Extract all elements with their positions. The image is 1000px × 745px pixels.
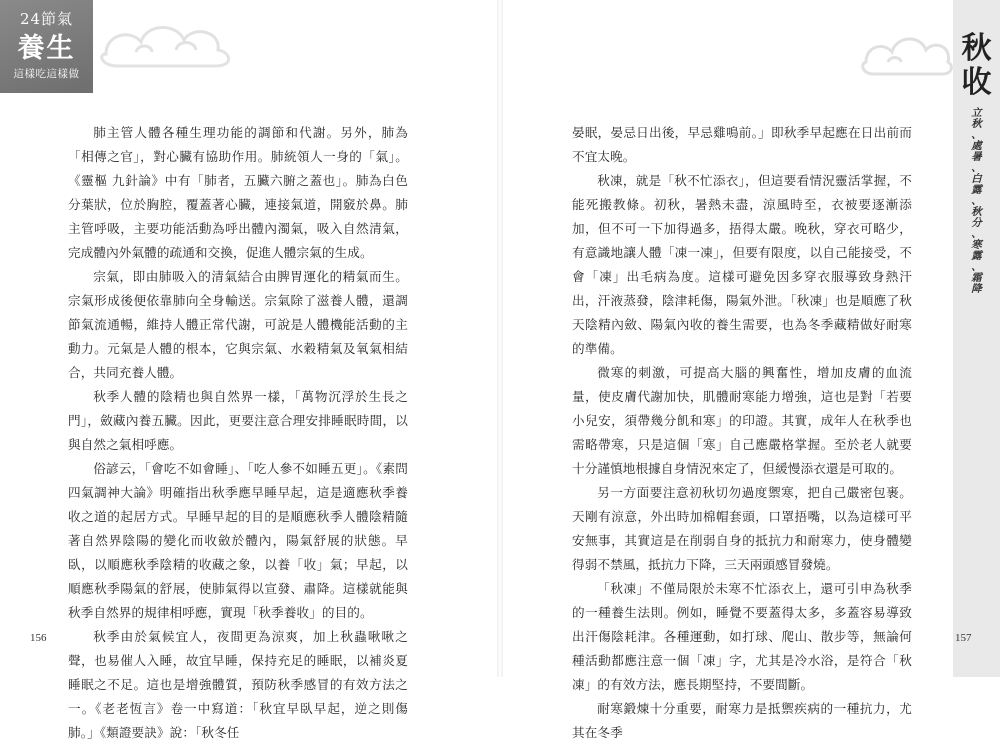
badge-line-2: 養生	[17, 33, 76, 64]
paragraph: 宗氣，即由肺吸入的清氣結合由脾胃運化的精氣而生。宗氣形成後便依靠肺向全身輸送。宗氣除了滋養人體，還調節氣流通暢，維持人體正常代謝，可說是人體機能活動的主動力。元氣是人體的根本，它與宗氣、水穀精氣及氧氣相結合，共同充養人體。	[68, 269, 408, 380]
book-series-badge	[0, 0, 93, 93]
subtitle-char: 寒	[971, 239, 982, 251]
right-page-text	[572, 121, 912, 745]
paragraph: 秋季人體的陰精也與自然界一樣，「萬物沉浮於生長之門」，斂藏內養五臟。因此，更要注意合理安排睡眠時間，以與自然之氣相呼應。	[68, 389, 408, 452]
subtitle-char: 處	[971, 140, 982, 152]
badge-line-3: 這樣吃這樣做	[13, 68, 80, 80]
subtitle-char: 露	[971, 184, 982, 196]
subtitle-char: 露	[971, 250, 982, 262]
paragraph: 晏眠，晏忌日出後，早忌雞鳴前。」即秋季早起應在日出前而不宜太晚。	[572, 125, 912, 164]
chapter-title-char: 秋	[961, 31, 992, 66]
subtitle-char: 、	[971, 162, 982, 174]
subtitle-char: 、	[971, 129, 982, 141]
paragraph: 秋季由於氣候宜人，夜間更為涼爽，加上秋蟲啾啾之聲，也易催人入睡，故宜早睡，保持充足的睡眠，以補炎夏睡眠之不足。這也是增強體質，預防秋季感冒的有效方法之一。《老老恆言》卷一中寫道：「秋宜早臥早起，逆之則傷肺。」《類證要訣》說：「秋冬任	[68, 629, 408, 740]
subtitle-char: 霜	[971, 272, 982, 284]
subtitle-char: 立	[971, 107, 982, 119]
paragraph: 微寒的刺激，可提高大腦的興奮性，增加皮膚的血流量，使皮膚代謝加快，肌體耐寒能力增強，這也是對「若要小兒安，須帶幾分飢和寒」的印證。其實，成年人在秋季也需略帶寒，只是這個「寒」自己應嚴格掌握。至於老人就要十分謹慎地根據自身情況來定了，但緩慢添衣還是可取的。	[572, 365, 912, 476]
page-number-right: 157	[955, 632, 972, 644]
chapter-subtitle	[953, 108, 1000, 295]
subtitle-char: 分	[971, 217, 982, 229]
paragraph: 「秋凍」不僅局限於未寒不忙添衣上，還可引申為秋季的一種養生法則。例如，睡覺不要蓋得太多，多蓋容易導致出汗傷陰耗津。各種運動，如打球、爬山、散步等，無論何種活動都應注意一個「凍」字，尤其是冷水浴，是符合「秋凍」的有效方法，應長期堅持，不要間斷。	[572, 581, 912, 692]
badge-line-1: 24節氣	[19, 10, 74, 28]
paragraph: 肺主管人體各種生理功能的調節和代謝。另外，肺為「相傳之官」，對心臟有協助作用。肺統領人一身的「氣」。《靈樞 九針論》中有「肺者，五臟六腑之蓋也」。肺為白色分葉狀，位於胸腔，覆蓋著心臟，連接氣道，開竅於鼻。肺主管呼吸，主要功能活動為呼出體內濁氣，吸入自然清氣，完成體內外氣體的疏通和交換，促進人體宗氣的生成。	[68, 125, 408, 260]
chapter-side-tab	[953, 0, 1000, 677]
paragraph: 俗諺云，「會吃不如會睡」、「吃人參不如睡五更」。《素問 四氣調神大論》明確指出秋季應早睡早起，這是適應秋季養收之道的起居方式。早睡早起的目的是順應秋季人體陰精隨著自然界陰陽的變化而收斂於體內，陽氣舒展的狀態。早臥，以順應秋季陰精的收藏之象，以養「收」氣；早起，以順應秋季陽氣的舒展，使肺氣得以宣發、肅降。這樣就能與秋季自然界的規律相呼應，實現「秋季養收」的目的。	[68, 461, 408, 620]
chapter-title	[953, 32, 1000, 100]
subtitle-char: 降	[971, 283, 982, 295]
subtitle-char: 秋	[971, 206, 982, 218]
cloud-ornament-icon	[96, 4, 246, 74]
subtitle-char: 、	[971, 228, 982, 240]
subtitle-char: 、	[971, 261, 982, 273]
left-page-text	[68, 121, 408, 745]
subtitle-char: 、	[971, 195, 982, 207]
paragraph: 秋凍，就是「秋不忙添衣」，但這要看情況靈活掌握，不能死搬教條。初秋，暑熱未盡，涼風時至，衣被要逐漸添加，但不可一下加得過多，捂得太嚴。晚秋，穿衣可略少，有意識地讓人體「凍一凍」，但要有限度，以自己能接受，不會「凍」出毛病為度。這樣可避免因多穿衣服導致身熱汗出，汗液蒸發，陰津耗傷，陽氣外泄。「秋凍」也是順應了秋天陰精內斂、陽氣內收的養生需要，也為冬季藏精做好耐寒的準備。	[572, 173, 912, 356]
subtitle-char: 秋	[971, 118, 982, 130]
paragraph: 耐寒鍛煉十分重要，耐寒力是抵禦疾病的一種抗力，尤其在冬季	[572, 701, 912, 740]
cloud-ornament-icon	[860, 18, 955, 78]
page-number-left: 156	[30, 632, 47, 644]
book-gutter	[497, 0, 503, 677]
paragraph: 另一方面要注意初秋切勿過度禦寒，把自己嚴密包裹。天剛有涼意，外出時加棉帽套頭，口罩捂嘴，以為這樣可平安無事，其實這是在削弱自身的抵抗力和耐寒力，使身體變得弱不禁風，抵抗力下降，三天兩頭感冒發燒。	[572, 485, 912, 572]
subtitle-char: 暑	[971, 151, 982, 163]
chapter-title-char: 收	[961, 65, 992, 100]
subtitle-char: 白	[971, 173, 982, 185]
